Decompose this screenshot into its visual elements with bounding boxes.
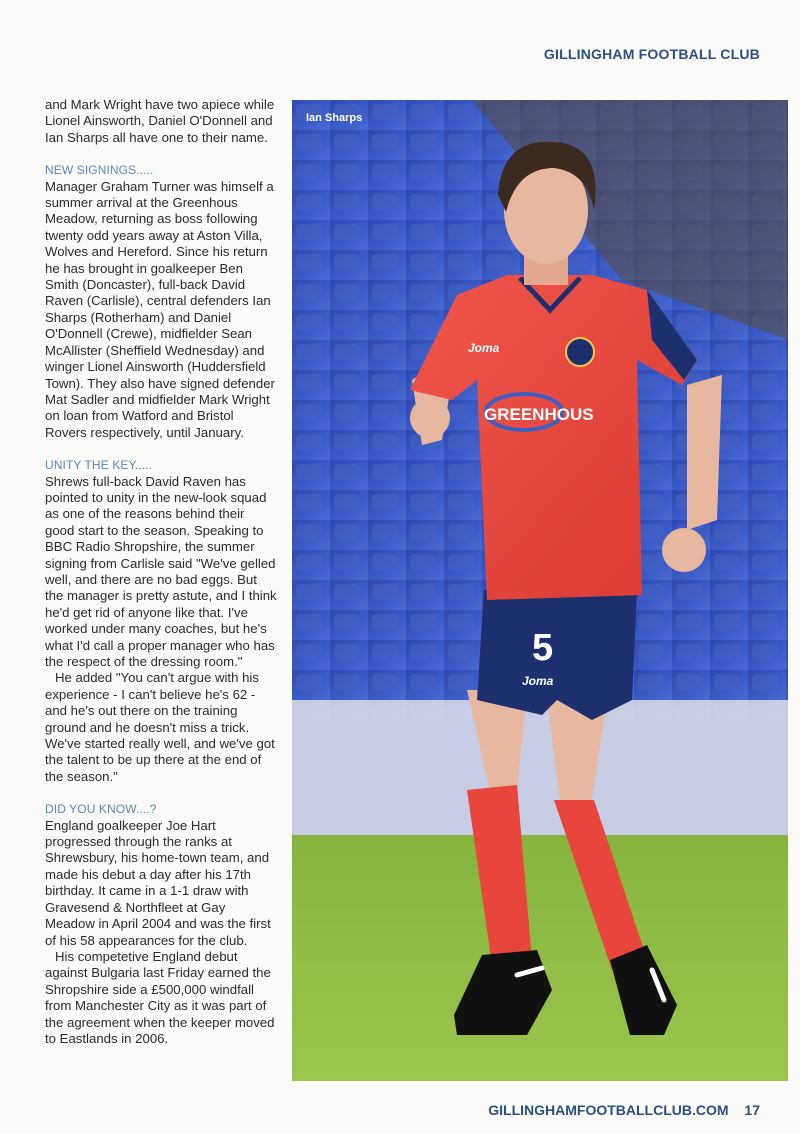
section-did-you-know <box>45 801 277 1047</box>
running-footer <box>488 1102 760 1118</box>
section-unity-the-key <box>45 457 277 785</box>
right-hand <box>662 528 706 572</box>
player-illustration <box>292 100 788 1081</box>
shirt-brand: Joma <box>468 341 500 355</box>
running-header: GILLINGHAM FOOTBALL CLUB <box>543 46 760 62</box>
advertising-board <box>292 700 788 835</box>
section-heading: UNITY THE KEY..... <box>45 458 153 473</box>
section-heading: NEW SIGNINGS..... <box>45 163 154 178</box>
page-number: 17 <box>744 1102 760 1118</box>
shirt-sponsor: GREENHOUS <box>484 405 594 424</box>
section-paragraph: His competetive England debut against Bulgaria last Friday earned the Shropshire side a £500,000 windfall from Manchester City as it was part of the agreement when the keeper moved to Eastlands in 2006. <box>45 948 275 1046</box>
section-new-signings <box>45 162 277 441</box>
player-photo <box>292 100 788 1081</box>
article-text-column <box>45 97 277 1063</box>
section-paragraph: England goalkeeper Joe Hart progressed through the ranks at Shrewsbury, his home-town team, and made his debut a day after his 17th birthday. It came in a 1-1 draw with Gravesend & Northfleet at Gay Meadow in April 2004 and was the first of his 58 appearances for the club. <box>45 817 271 948</box>
shorts-brand: Joma <box>522 674 554 688</box>
section-heading: DID YOU KNOW....? <box>45 802 157 817</box>
club-crest-icon <box>566 338 594 366</box>
section-paragraph: Shrews full-back David Raven has pointed to unity in the new-look squad as one of the reasons behind their good start to the season. Speaking to BBC Radio Shropshire, the summer signing from Carlisle said "We've gelled well, and there are no bad eggs. But the manager is pretty astute, and I think he'd get rid of anyone like that. I've worked under many coaches, but he's what I'd call a proper manager who has the respect of the dressing room." <box>45 473 277 669</box>
shorts-number: 5 <box>532 627 554 669</box>
section-paragraph: Manager Graham Turner was himself a summer arrival at the Greenhous Meadow, returning as boss following twenty odd years away at Aston Villa, Wolves and Hereford. Since his return he has brought in goalkeeper Ben Smith (Doncaster), full-back David Raven (Carlisle), central defenders Ian Sharps (Rotherham) and Daniel O'Donnell (Crewe), midfielder Sean McAllister (Sheffield Wednesday) and winger Lionel Ainsworth (Huddersfield Town). They also have signed defender Mat Sadler and midfielder Mark Wright on loan from Watford and Bristol Rovers respectively, until January. <box>45 178 275 440</box>
intro-paragraph: and Mark Wright have two apiece while Lionel Ainsworth, Daniel O'Donnell and Ian Sharps all have one to their name. <box>45 97 275 145</box>
left-hand <box>410 398 450 438</box>
photo-caption: Ian Sharps <box>306 112 363 124</box>
section-paragraph: He added "You can't argue with his experience - I can't believe he's 62 - and he's out there on the training ground and he doesn't miss a trick. We've started really well, and we've got the talent to be up there at the end of the season." <box>45 670 275 784</box>
website-url: GILLINGHAMFOOTBALLCLUB.COM <box>488 1102 729 1118</box>
right-arm <box>687 375 722 530</box>
